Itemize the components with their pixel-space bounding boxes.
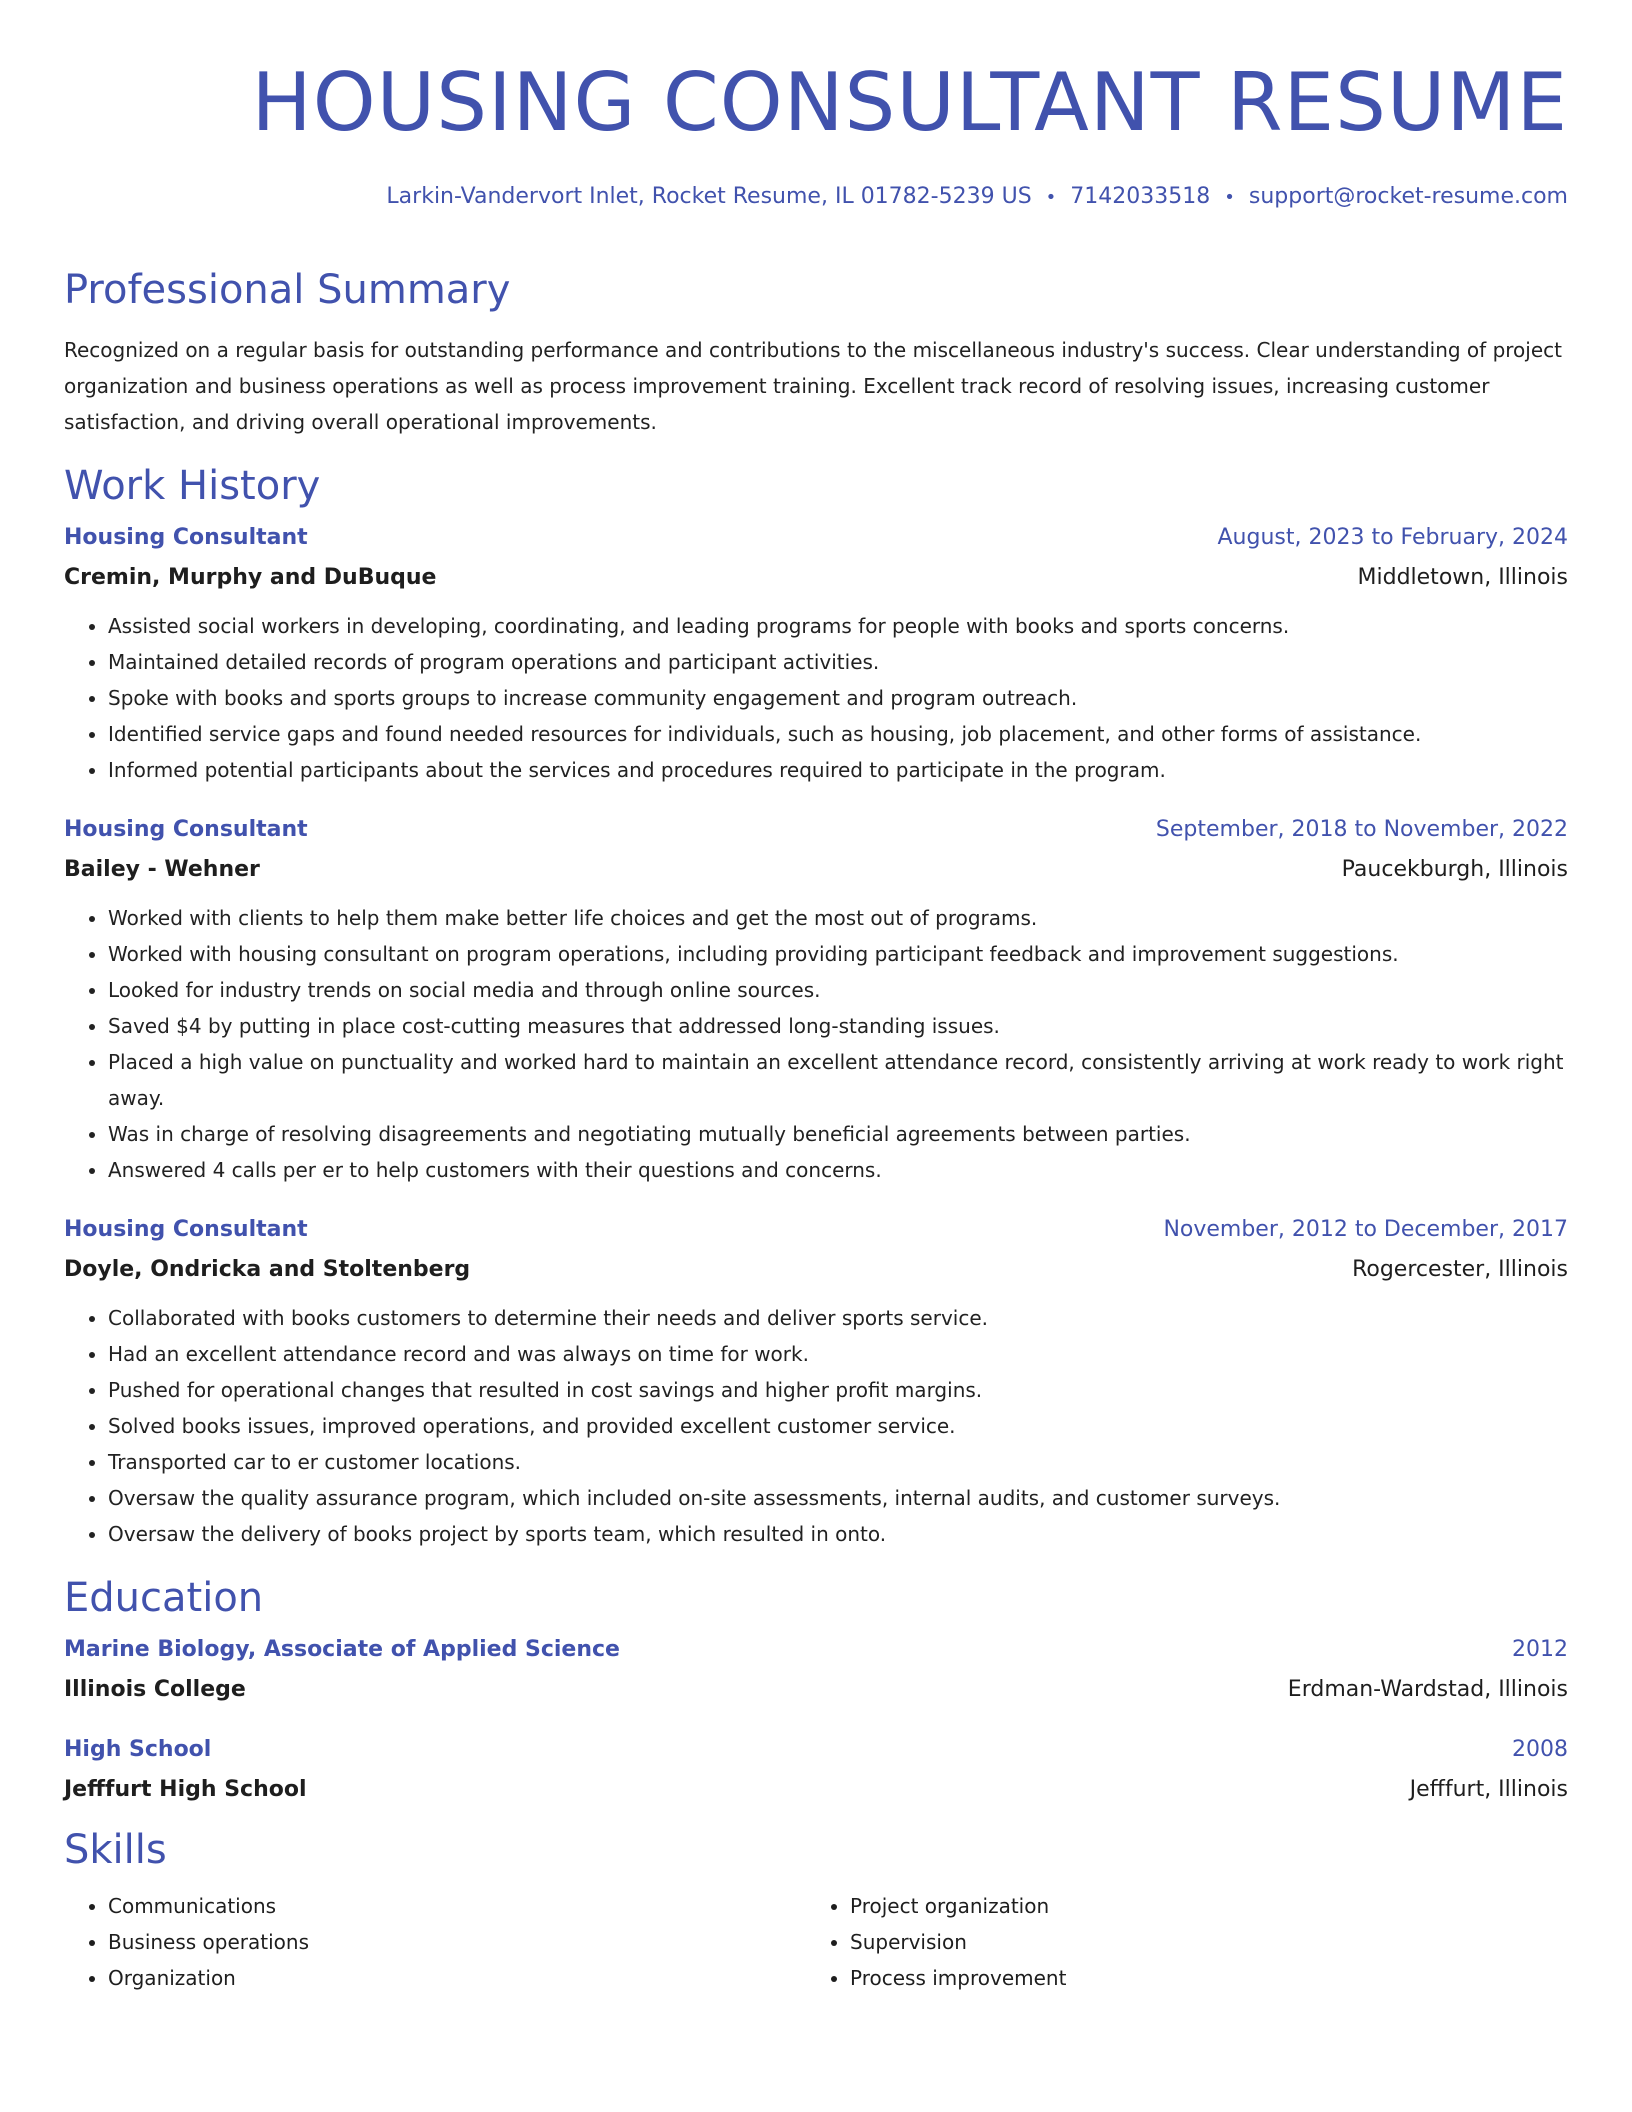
- skills-columns: [64, 1888, 1568, 1996]
- section-heading-summary: Professional Summary: [64, 267, 511, 313]
- summary-text: Recognized on a regular basis for outstanding performance and contributions to the miscellaneous industry's success. Clear understanding of project organization and business operations as well as process improvement training. Excellent track record of resolving issues, increasing customer satisfaction, and driving overall operational improvements.: [64, 338, 1562, 434]
- education-degree-row: [64, 1630, 1568, 1670]
- job-bullet: • Solved books issues, improved operations, and provided excellent customer service.: [108, 1408, 1568, 1444]
- skill-item: • Communications: [108, 1888, 806, 1924]
- education-entry: [64, 1730, 1568, 1810]
- education-school: Illinois College: [64, 1677, 246, 1702]
- job-title-row: [64, 810, 1568, 850]
- section-heading-work-history: Work History: [64, 463, 321, 509]
- job-entry: [64, 518, 1568, 788]
- job-bullet: • Had an excellent attendance record and was always on time for work.: [108, 1336, 1568, 1372]
- skill-item: • Process improvement: [850, 1960, 1548, 1996]
- job-company-row: [64, 558, 1568, 598]
- job-bullet: • Answered 4 calls per er to help customers with their questions and concerns.: [108, 1152, 1568, 1188]
- skills-list-left: [64, 1888, 806, 1996]
- skill-item: • Organization: [108, 1960, 806, 1996]
- job-bullet: • Worked with housing consultant on program operations, including providing participant feedback and improvement suggestions.: [108, 936, 1568, 972]
- job-title: Housing Consultant: [64, 817, 308, 842]
- contact-separator: •: [1224, 187, 1235, 208]
- job-bullet: • Looked for industry trends on social media and through online sources.: [108, 972, 1568, 1008]
- job-bullet: • Placed a high value on punctuality and worked hard to maintain an excellent attendance record, consistently arriving at work ready to work right away.: [108, 1044, 1568, 1116]
- job-bullet: • Maintained detailed records of program operations and participant activities.: [108, 644, 1568, 680]
- resume-body: [64, 258, 1568, 1996]
- job-title-row: [64, 518, 1568, 558]
- job-bullet: • Spoke with books and sports groups to increase community engagement and program outreach.: [108, 680, 1568, 716]
- job-bullet: • Oversaw the quality assurance program, which included on-site assessments, internal audits, and customer surveys.: [108, 1480, 1568, 1516]
- contact-separator: •: [1045, 187, 1057, 208]
- job-bullet: • Saved $4 by putting in place cost-cutting measures that addressed long-standing issues.: [108, 1008, 1568, 1044]
- education-school-row: [64, 1770, 1568, 1810]
- job-dates: August, 2023 to February, 2024: [1217, 525, 1568, 550]
- skill-item: • Project organization: [850, 1888, 1548, 1924]
- contact-line: [386, 180, 1568, 215]
- resume-title: HOUSING CONSULTANT RESUME: [251, 56, 1568, 149]
- education-degree: Marine Biology, Associate of Applied Science: [64, 1637, 620, 1662]
- education-entry: [64, 1630, 1568, 1710]
- job-company: Doyle, Ondricka and Stoltenberg: [64, 1257, 471, 1282]
- contact-email-link[interactable]: support@rocket-resume.com: [1248, 184, 1568, 209]
- job-bullets: [64, 608, 1568, 788]
- job-location: Rogercester, Illinois: [1352, 1257, 1568, 1282]
- education-degree: High School: [64, 1737, 212, 1762]
- job-bullet: • Identified service gaps and found needed resources for individuals, such as housing, job placement, and other forms of assistance.: [108, 716, 1568, 752]
- contact-address: Larkin-Vandervort Inlet, Rocket Resume, IL 01782-5239 US: [386, 184, 1032, 209]
- education-location: Jefffurt, Illinois: [1409, 1777, 1568, 1802]
- job-title: Housing Consultant: [64, 525, 308, 550]
- job-title-row: [64, 1210, 1568, 1250]
- job-bullet: • Pushed for operational changes that resulted in cost savings and higher profit margins.: [108, 1372, 1568, 1408]
- job-bullet: • Worked with clients to help them make better life choices and get the most out of programs.: [108, 900, 1568, 936]
- job-bullet: • Was in charge of resolving disagreements and negotiating mutually beneficial agreements between parties.: [108, 1116, 1568, 1152]
- job-bullet: • Transported car to er customer locations.: [108, 1444, 1568, 1480]
- job-bullet: • Assisted social workers in developing, coordinating, and leading programs for people with books and sports concerns.: [108, 608, 1568, 644]
- job-title: Housing Consultant: [64, 1217, 308, 1242]
- job-location: Paucekburgh, Illinois: [1341, 857, 1568, 882]
- education-school: Jefffurt High School: [64, 1777, 307, 1802]
- job-company: Bailey - Wehner: [64, 857, 260, 882]
- skills-list-right: [806, 1888, 1548, 1996]
- skill-item: • Business operations: [108, 1924, 806, 1960]
- job-bullets: [64, 900, 1568, 1188]
- education-year: 2012: [1512, 1637, 1568, 1662]
- job-bullet: • Informed potential participants about the services and procedures required to participate in the program.: [108, 752, 1568, 788]
- job-company: Cremin, Murphy and DuBuque: [64, 565, 437, 590]
- job-entry: [64, 810, 1568, 1188]
- job-location: Middletown, Illinois: [1357, 565, 1568, 590]
- education-location: Erdman-Wardstad, Illinois: [1287, 1677, 1568, 1702]
- education-degree-row: [64, 1730, 1568, 1770]
- job-bullets: [64, 1300, 1568, 1552]
- job-bullet: • Collaborated with books customers to determine their needs and deliver sports service.: [108, 1300, 1568, 1336]
- education-year: 2008: [1512, 1737, 1568, 1762]
- job-company-row: [64, 1250, 1568, 1290]
- job-dates: November, 2012 to December, 2017: [1163, 1217, 1568, 1242]
- skill-item: • Supervision: [850, 1924, 1548, 1960]
- job-company-row: [64, 850, 1568, 890]
- section-heading-education: Education: [64, 1575, 264, 1621]
- contact-phone: 7142033518: [1070, 184, 1211, 209]
- job-entry: [64, 1210, 1568, 1552]
- section-heading-skills: Skills: [64, 1827, 167, 1873]
- education-school-row: [64, 1670, 1568, 1710]
- job-dates: September, 2018 to November, 2022: [1155, 817, 1568, 842]
- job-bullet: • Oversaw the delivery of books project by sports team, which resulted in onto.: [108, 1516, 1568, 1552]
